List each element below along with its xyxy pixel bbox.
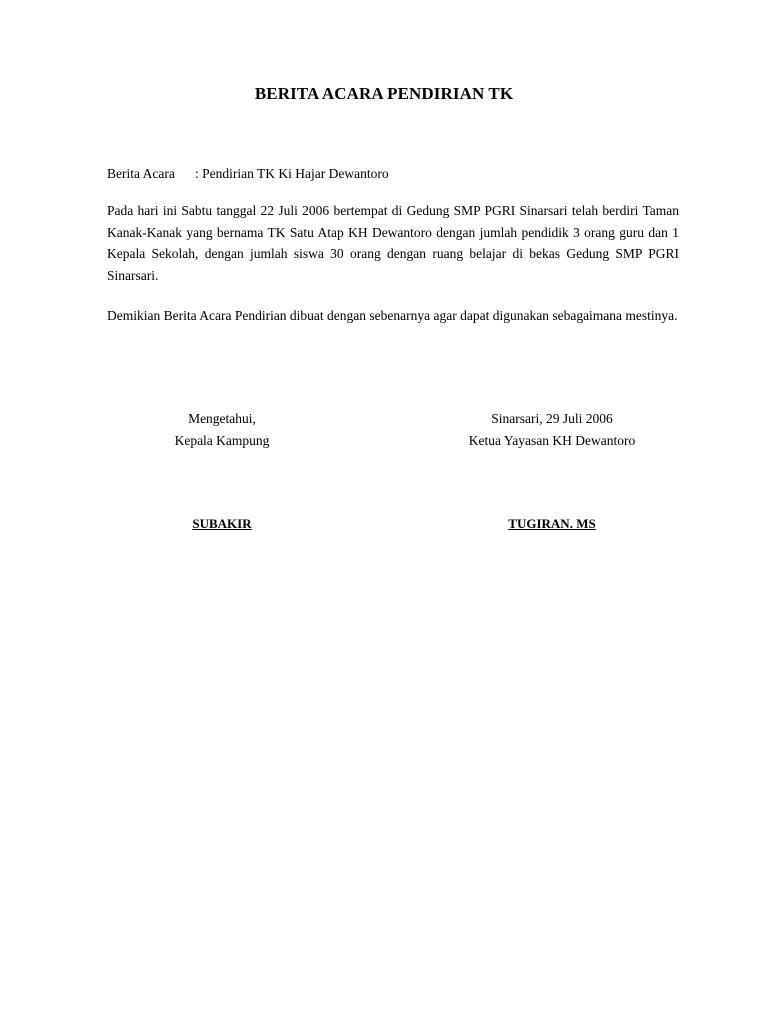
signatory-name-left: SUBAKIR [192, 516, 252, 531]
signature-left-line2: Kepala Kampung [174, 432, 270, 448]
signature-right-line1: Sinarsari, 29 Juli 2006 [491, 411, 613, 426]
subject-line [107, 166, 389, 182]
signatory-name-right: TUGIRAN. MS [508, 516, 596, 531]
body-paragraph-1: Pada hari ini Sabtu tanggal 22 Juli 2006 bertempat di Gedung SMP PGRI Sinarsari telah berdiri Taman Kanak-Kanak yang bernama TK Satu Atap KH Dewantoro dengan jumlah pendidik 3 orang guru dan 1 Kepala Sekolah, dengan jumlah siswa 30 orang dengan ruang belajar di bekas Gedung SMP PGRI Sinarsari. [107, 203, 679, 283]
subject-value: : Pendirian TK Ki Hajar Dewantoro [195, 166, 389, 181]
signature-right-line2: Ketua Yayasan KH Dewantoro [468, 432, 636, 448]
signature-left-line1: Mengetahui, [188, 411, 256, 426]
document-title: BERITA ACARA PENDIRIAN TK [254, 84, 514, 103]
subject-label: Berita Acara [107, 166, 175, 181]
signature-block-right [432, 408, 672, 451]
body-paragraph-2: Demikian Berita Acara Pendirian dibuat dengan sebenarnya agar dapat digunakan sebagaimana mestinya. [107, 308, 678, 323]
signature-block-left [122, 408, 322, 451]
